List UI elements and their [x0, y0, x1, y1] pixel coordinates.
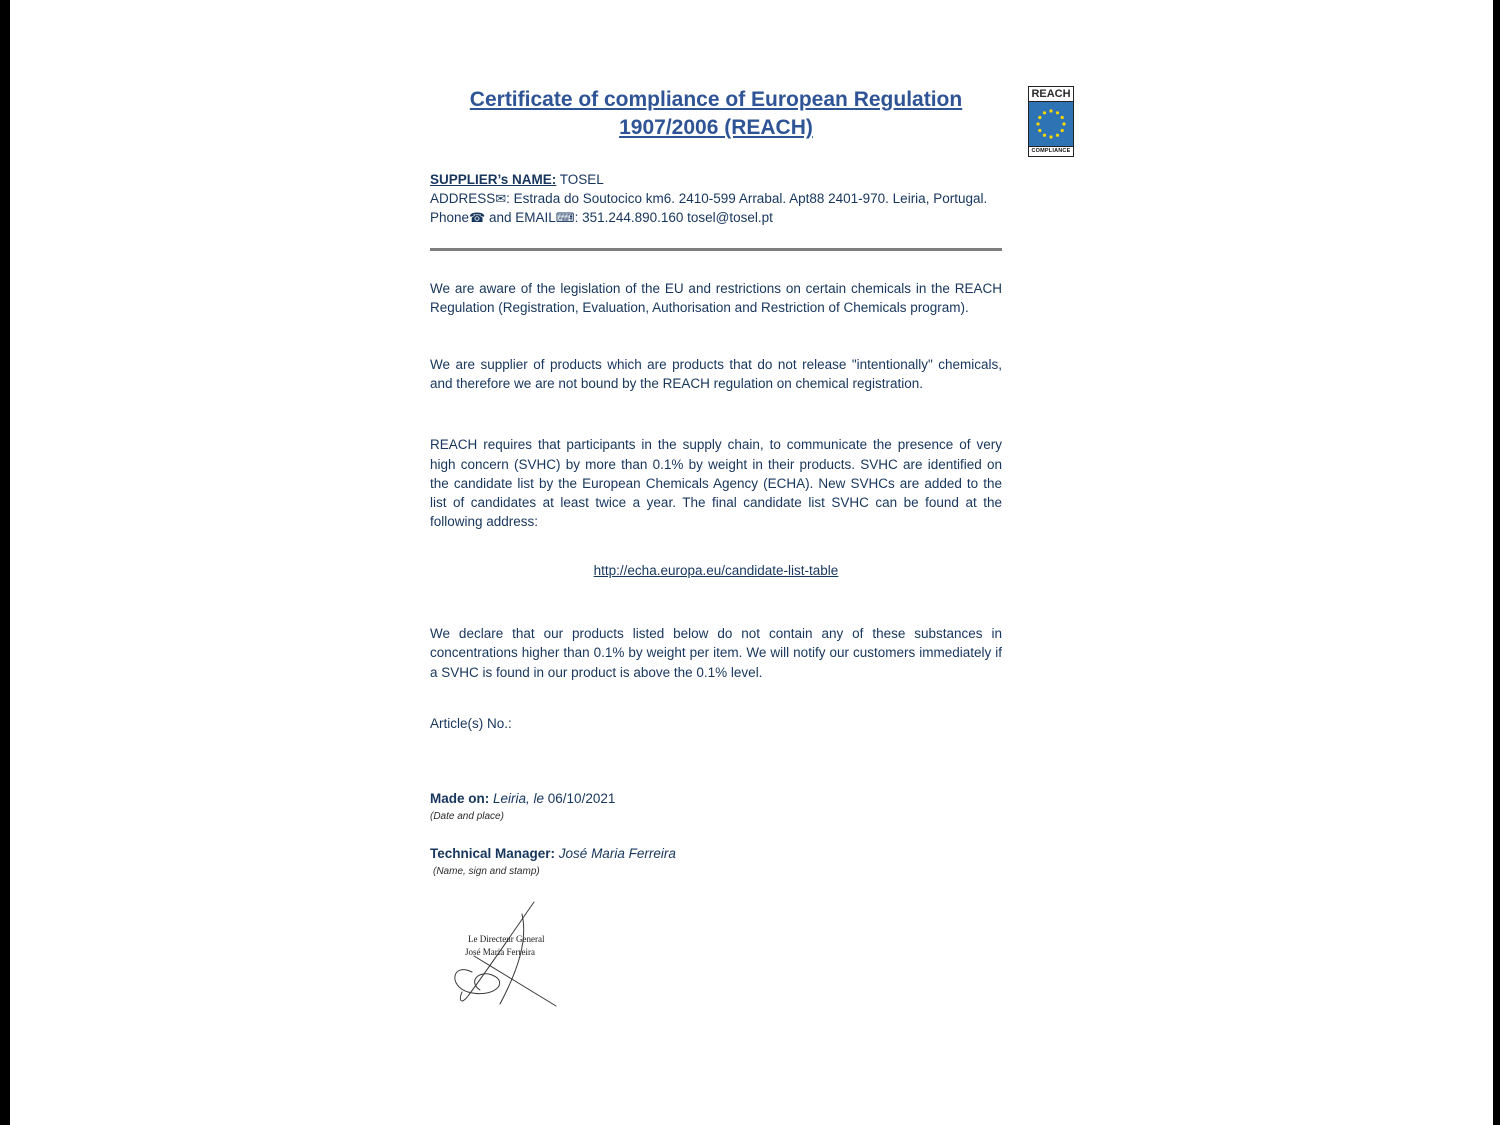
email-label: and EMAIL	[485, 210, 556, 226]
scan-edge-right	[1493, 0, 1500, 1125]
title-line2: 1907/2006 (REACH)	[619, 116, 813, 140]
scan-edge-left	[0, 0, 10, 1125]
signature-scribble-icon	[438, 898, 628, 1008]
date-place-note: (Date and place)	[430, 811, 504, 823]
supplier-name-value: TOSEL	[556, 171, 604, 187]
made-on-line	[430, 789, 1002, 808]
technical-manager-block	[430, 844, 1002, 879]
supplier-address-line	[430, 189, 1002, 208]
reach-compliance-logo	[1028, 86, 1074, 157]
name-sign-stamp-note: (Name, sign and stamp)	[433, 866, 540, 878]
supplier-contact-line	[430, 208, 1002, 227]
title-line1: Certificate of compliance of European Regulation	[469, 88, 963, 111]
phone-icon: ☎	[469, 210, 486, 226]
paragraph-reach-requirements: REACH requires that participants in the supply chain, to communicate the presence of very high concern (SVHC) by more than 0.1% by weight in their products. SVHC are identified on the candidate list by the European Chemicals Agency (ECHA). New SVHCs are added to the list of candidates at least twice a year. The final candidate list SVHC can be found at the following address:	[430, 437, 1002, 529]
made-on-block	[430, 789, 1002, 824]
signature-text-line2: José Maria Ferreira	[465, 946, 535, 957]
technical-manager-name: José Maria Ferreira	[555, 846, 676, 862]
reach-logo-footer: COMPLIANCE	[1029, 146, 1073, 156]
paragraph-awareness: We are aware of the legislation of the EU and restrictions on certain chemicals in the REACH Regulation (Registration, Evaluation, Authorisation and Restriction of Chemicals program).	[430, 280, 1002, 315]
made-on-place: Leiria, le	[489, 790, 545, 806]
paragraph-declaration: We declare that our products listed below do not contain any of these substances in concentrations higher than 0.1% by weight per item. We will notify our customers immediately if a SVHC is found in our product is above the 0.1% level.	[430, 626, 1002, 680]
article-number-label: Article(s) No.:	[430, 715, 512, 731]
candidate-list-link-line	[430, 561, 1002, 580]
candidate-list-link[interactable]: http://echa.europa.eu/candidate-list-table	[593, 563, 839, 579]
divider-line	[430, 248, 1002, 251]
supplier-name-line	[430, 170, 1002, 189]
contact-value: : 351.244.890.160 tosel@tosel.pt	[574, 210, 773, 226]
technical-manager-line	[430, 844, 1002, 863]
made-on-date: 06/10/2021	[544, 790, 616, 806]
reach-logo-title: REACH	[1029, 87, 1073, 102]
address-value: : Estrada do Soutocico km6. 2410-599 Arrabal. Apt88 2401-970. Leiria, Portugal.	[506, 190, 988, 206]
made-on-label: Made on:	[430, 790, 490, 806]
terminal-icon: ⌨	[555, 210, 575, 226]
signature-text-line1: Le Directeur General	[468, 933, 545, 944]
eu-stars-icon	[1029, 102, 1073, 146]
supplier-block	[430, 170, 1002, 228]
phone-label: Phone	[430, 210, 470, 226]
certificate-body	[430, 86, 1002, 1008]
paragraph-supplier-statement: We are supplier of products which are products that do not release "intentionally" chemicals, and therefore we are not bound by the REACH regulation on chemical registration.	[430, 357, 1002, 392]
envelope-icon: ✉	[495, 190, 507, 206]
certificate-title	[430, 86, 1002, 143]
technical-manager-label: Technical Manager:	[430, 846, 556, 862]
address-label: ADDRESS	[430, 190, 496, 206]
supplier-name-label: SUPPLIER’s NAME:	[430, 171, 557, 187]
signature-block	[438, 898, 628, 1008]
